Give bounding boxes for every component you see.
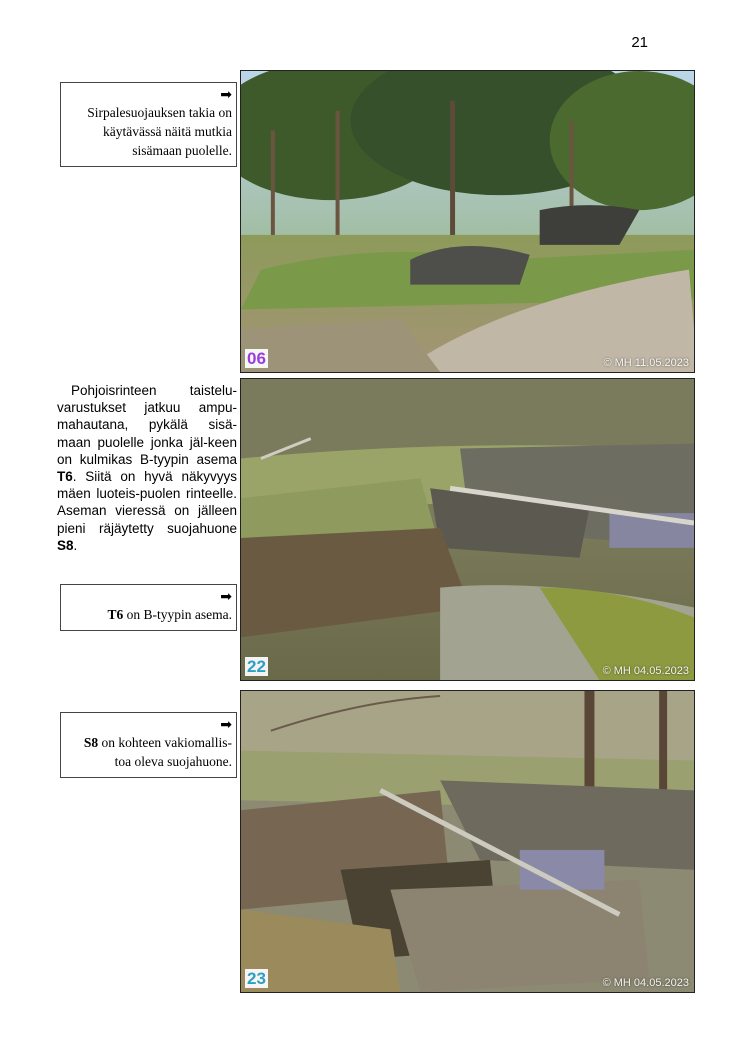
paragraph-part-2: . Siitä on hyvä näkyvyys mäen luoteis-puolen rinteelle. Aseman vieressä on jälleen pieni räjäytetty suojahuone — [57, 469, 237, 536]
caption-note-1 — [60, 82, 237, 167]
paragraph-bold-t6: T6 — [57, 469, 73, 485]
photo-23-image — [241, 691, 694, 992]
photo-22-copyright: © MH 04.05.2023 — [602, 665, 689, 677]
arrow-right-icon: ➡ — [220, 589, 232, 605]
note-3-text: on kohteen vakiomallis- toa oleva suojahuone. — [101, 735, 232, 769]
description-paragraph — [57, 382, 237, 554]
note-2-text: on B-tyypin asema. — [123, 607, 232, 622]
page-number: 21 — [631, 34, 648, 51]
caption-note-2 — [60, 584, 237, 631]
photo-22-number: 22 — [247, 657, 266, 676]
arrow-right-icon: ➡ — [220, 87, 232, 103]
photo-23-number: 23 — [247, 969, 266, 988]
photo-06 — [240, 70, 695, 373]
photo-06-number: 06 — [247, 349, 266, 368]
paragraph-bold-s8: S8 — [57, 537, 74, 553]
arrow-right-icon: ➡ — [220, 717, 232, 733]
photo-22-image — [241, 379, 694, 680]
photo-06-image — [241, 71, 694, 372]
photo-06-copyright: © MH 11.05.2023 — [603, 357, 689, 369]
photo-23-copyright: © MH 04.05.2023 — [602, 977, 689, 989]
paragraph-part-3: . — [73, 537, 78, 553]
note-2-bold: T6 — [107, 607, 124, 622]
caption-note-3 — [60, 712, 237, 778]
note-3-bold: S8 — [83, 735, 99, 750]
paragraph-part-1: Pohjoisrinteen taistelu-varustukset jatkuu ampu-mahautana, pykälä sisä-maan puolelle jonka jäl-keen on kulmikas B-tyypin asema — [57, 383, 237, 467]
photo-22 — [240, 378, 695, 681]
note-1-text: Sirpalesuojauksen takia on käytävässä näitä mutkia sisämaan puolelle. — [87, 105, 232, 158]
photo-23 — [240, 690, 695, 993]
